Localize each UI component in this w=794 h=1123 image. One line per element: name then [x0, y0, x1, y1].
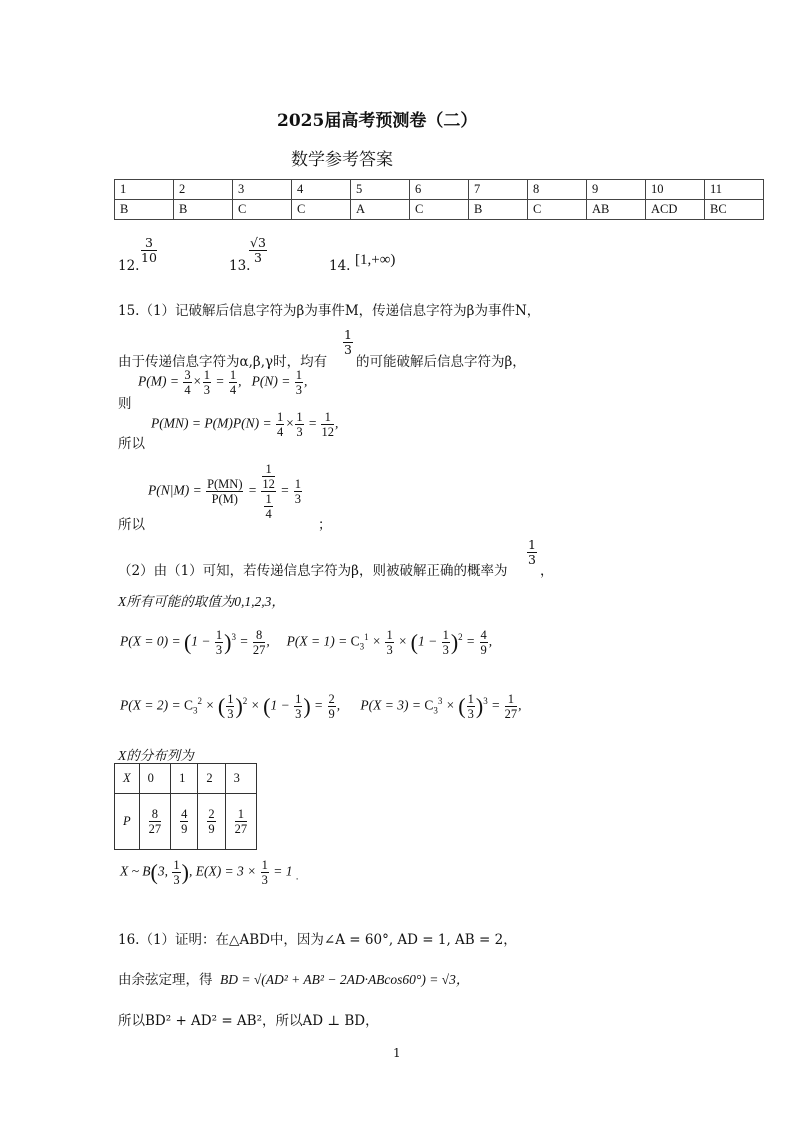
distribution-p-label: P	[115, 794, 140, 850]
answer-number-cell: 1	[115, 180, 174, 200]
distribution-header-cell: 0	[139, 764, 171, 794]
distribution-p-cell	[139, 794, 171, 850]
answer-number-cell: 4	[292, 180, 351, 200]
answer-number-cell: 8	[528, 180, 587, 200]
answer-number-row	[115, 180, 764, 200]
answer-value-cell: C	[528, 200, 587, 220]
q13-label: 13.	[229, 258, 251, 274]
answer-number-cell: 6	[410, 180, 469, 200]
q15-part2-fraction: $\frac{1}{3}$	[528, 537, 536, 567]
q15-then: 则	[118, 396, 132, 412]
q15-semicolon: ；	[318, 517, 332, 533]
distribution-p-denominator: 27	[234, 822, 248, 836]
q16-line1: 16.（1）证明：在△ABD中，因为∠A = 60°, AD = 1, AB = 2，	[118, 932, 517, 948]
answer-number-cell: 10	[646, 180, 705, 200]
distribution-p-denominator: 27	[148, 822, 162, 836]
q13-denominator: 3	[253, 250, 262, 265]
distribution-p-cell	[198, 794, 225, 850]
q16-line2a: 由余弦定理，得	[118, 972, 213, 988]
q15-px2-px3: $P(X = 2) = C_3^2$ × ( $\frac{1}{3}$ )$^2$ × (1 − $\frac{1}{3}$ ) = $\frac{2}{9}$ , $P(X = 3) = C_3^3$ × ( $\frac{1}{3}$ )$^3$ = $\frac{1}{27}$ ,	[120, 692, 522, 721]
q15-pm-pn: P(M) = $\frac{3}{4}$ × $\frac{1}{3}$ = $\frac{1}{4}$ , P(N) = $\frac{1}{3}$ ,	[138, 368, 308, 397]
q15-so2: 所以	[118, 517, 145, 533]
q15-part2: （2）由（1）可知，若传递信息字符为β，则被破解正确的概率为	[118, 563, 508, 579]
answer-value-cell: C	[410, 200, 469, 220]
distribution-p-cell	[171, 794, 198, 850]
distribution-p-numerator: 4	[181, 807, 188, 821]
distribution-p-numerator: 8	[149, 807, 162, 822]
page-title: 2025届高考预测卷（二）	[277, 111, 478, 131]
answer-number-cell: 2	[174, 180, 233, 200]
answer-number-cell: 3	[233, 180, 292, 200]
q15-so1: 所以	[118, 436, 145, 452]
q12-label: 12.	[118, 258, 140, 274]
distribution-header-row	[115, 764, 257, 794]
answer-value-cell: BC	[705, 200, 764, 220]
q15-line2b: 的可能破解后信息字符为β，	[356, 354, 526, 370]
answer-number-cell: 5	[351, 180, 410, 200]
answer-number-cell: 7	[469, 180, 528, 200]
q15-px0-px1: P(X = 0) = (1 − $\frac{1}{3}$ )$^3$ = $\frac{8}{27}$ , $P(X = 1) = C_3^1$ × $\frac{1}{3}$ × (1 − $\frac{1}{3}$ )$^2$ = $\frac{4}{9}$ ,	[120, 628, 493, 657]
answer-number-cell: 11	[705, 180, 764, 200]
q12-fraction	[140, 236, 158, 265]
answer-value-cell: C	[233, 200, 292, 220]
distribution-table	[114, 763, 257, 850]
answer-number-cell: 9	[587, 180, 646, 200]
answer-value-cell: B	[469, 200, 528, 220]
q15-dist-title: X的分布列为	[118, 748, 194, 763]
answer-value-cell: ACD	[646, 200, 705, 220]
q15-conditional: P(N|M) = $\frac{P(MN)}{P(M)}$ = $\frac{\frac{1}{12}}{\frac{1}{4}}$ = $\frac{1}{3}$	[148, 462, 301, 521]
page-subtitle: 数学参考答案	[291, 150, 393, 170]
distribution-p-numerator: 2	[208, 807, 215, 821]
q15-part2-comma: ，	[540, 563, 554, 579]
distribution-p-denominator: 9	[208, 822, 215, 836]
page-number: 1	[393, 1046, 401, 1060]
distribution-probability-row	[115, 794, 257, 850]
q12-denominator: 10	[141, 250, 157, 265]
distribution-header-cell: 1	[171, 764, 198, 794]
answer-table	[114, 179, 764, 220]
answer-value-row	[115, 200, 764, 220]
distribution-header-cell: 3	[225, 764, 257, 794]
answer-value-cell: C	[292, 200, 351, 220]
distribution-p-cell	[225, 794, 257, 850]
distribution-p-numerator: 1	[235, 807, 248, 822]
q15-pmn: P(MN) = P(M)P(N) = $\frac{1}{4}$ × $\frac{1}{3}$ = $\frac{1}{12}$ ,	[151, 410, 339, 439]
distribution-p-denominator: 9	[181, 822, 188, 836]
answer-value-cell: A	[351, 200, 410, 220]
q16-line3: 所以BD² + AD² = AB²，所以AD ⊥ BD，	[118, 1013, 379, 1029]
q15-line1: 15.（1）记破解后信息字符为β为事件M，传递信息字符为β为事件N，	[118, 303, 541, 319]
q15-xvals: X所有可能的取值为0,1,2,3，	[118, 594, 285, 609]
answer-value-cell: B	[115, 200, 174, 220]
distribution-header-cell: 2	[198, 764, 225, 794]
q13-numerator: √3	[250, 235, 266, 250]
q14-answer: [1,+∞)	[355, 252, 396, 268]
q13-fraction	[248, 236, 268, 265]
distribution-header-cell: X	[115, 764, 140, 794]
q15-one-third: $\frac{1}{3}$	[344, 327, 352, 357]
q15-expectation: X ~ B(3, $\frac{1}{3}$ ), E(X) = 3 × $\frac{1}{3}$ = 1 $_.$	[120, 858, 299, 887]
answer-value-cell: B	[174, 200, 233, 220]
q12-numerator: 3	[141, 236, 157, 251]
q14-label: 14.	[329, 258, 351, 274]
q16-line2b: BD = √(AD² + AB² − 2AD·ABcos60°) = √3，	[220, 972, 470, 987]
answer-value-cell: AB	[587, 200, 646, 220]
q15-line2a: 由于传递信息字符为α,β,γ时，均有	[118, 354, 328, 370]
